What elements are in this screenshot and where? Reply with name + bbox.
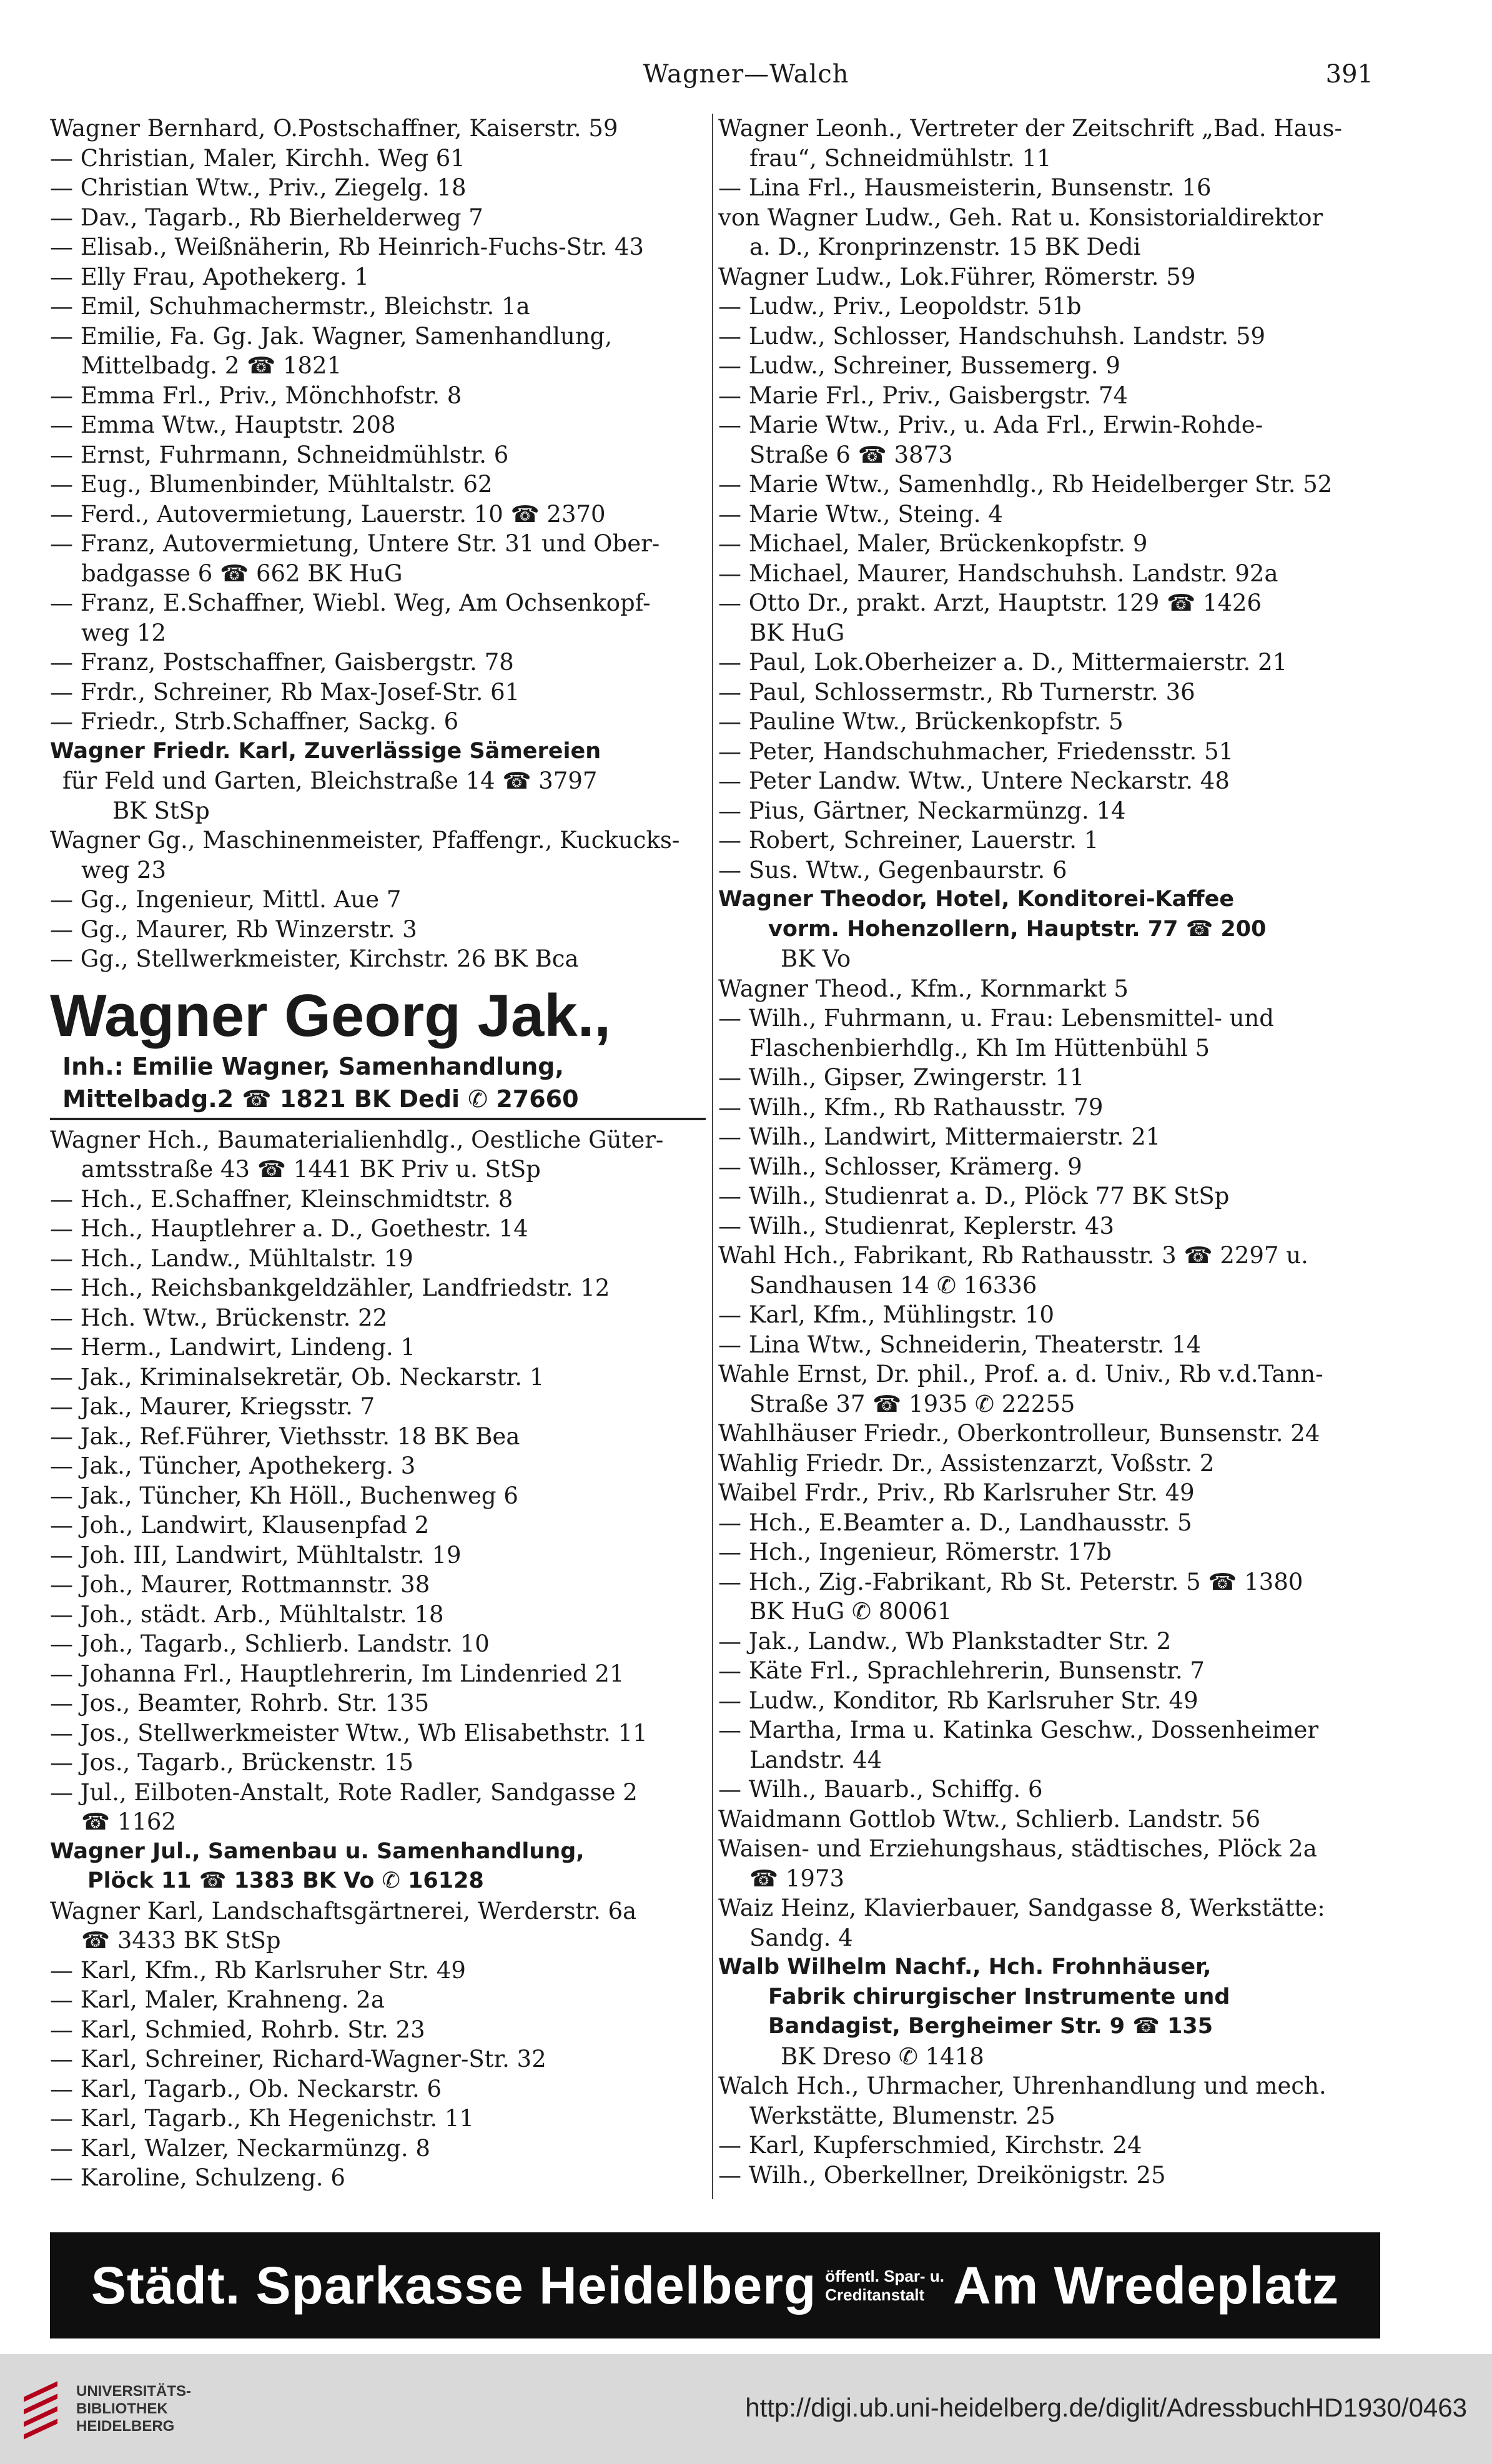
directory-entry: — Gg., Ingenieur, Mittl. Aue 7 <box>50 886 402 913</box>
directory-entry: — Franz, Postschaffner, Gaisbergstr. 78 <box>50 649 514 676</box>
directory-entry: Sandg. 4 <box>749 1924 853 1951</box>
directory-entry: — Ludw., Schlosser, Handschuhsh. Landstr. 59 <box>718 322 1266 350</box>
ad-walb-line2: Fabrik chirurgischer Instrumente und <box>768 1984 1230 2009</box>
directory-entry: — Emilie, Fa. Gg. Jak. Wagner, Samenhandlung, <box>50 322 613 350</box>
entry-list-right-3 <box>718 2071 1380 2190</box>
directory-entry: — Jul., Eilboten-Anstalt, Rote Radler, Sandgasse 2 <box>50 1778 638 1806</box>
directory-entry: Wagner Hch., Baumaterialienhdlg., Oestliche Güter- <box>50 1126 664 1153</box>
directory-entry: Wagner Karl, Landschaftsgärtnerei, Werderstr. 6a <box>50 1897 637 1924</box>
directory-entry: — Karl, Schmied, Rohrb. Str. 23 <box>50 2016 425 2043</box>
directory-entry: — Ernst, Fuhrmann, Schneidmühlstr. 6 <box>50 441 509 468</box>
directory-entry: — Otto Dr., prakt. Arzt, Hauptstr. 129 ☎ 1426 <box>718 589 1262 616</box>
directory-entry: — Christian Wtw., Priv., Ziegelg. 18 <box>50 174 467 201</box>
banner-middle-text <box>825 2267 944 2304</box>
directory-entry: — Hch., Ingenieur, Römerstr. 17b <box>718 1539 1112 1565</box>
directory-entry: — Friedr., Strb.Schaffner, Sackg. 6 <box>50 708 459 735</box>
directory-entry: — Joh., Landwirt, Klausenpfad 2 <box>50 1512 430 1539</box>
entry-list-left-4 <box>50 1896 706 2193</box>
directory-entry: Wahlhäuser Friedr., Oberkontrolleur, Bunsenstr. 24 <box>718 1420 1320 1447</box>
column-divider <box>712 114 713 2199</box>
banner-right-text: Am Wredeplatz <box>952 2255 1340 2315</box>
directory-entry: — Wilh., Bauarb., Schiffg. 6 <box>718 1776 1043 1803</box>
directory-entry: — Franz, Autovermietung, Untere Str. 31 und Ober- <box>50 530 660 557</box>
directory-entry: — Jak., Ref.Führer, Viethsstr. 18 BK Bea <box>50 1422 520 1450</box>
directory-entry: — Pauline Wtw., Brückenkopfstr. 5 <box>718 708 1124 735</box>
directory-entry: — Paul, Schlossermstr., Rb Turnerstr. 36 <box>718 678 1195 706</box>
directory-entry: Sandhausen 14 ✆ 16336 <box>749 1271 1037 1299</box>
ad-theodor-line3: BK Vo <box>781 945 851 972</box>
directory-entry: — Jak., Tüncher, Apothekerg. 3 <box>50 1452 416 1479</box>
directory-entry: Wagner Ludw., Lok.Führer, Römerstr. 59 <box>718 263 1196 290</box>
directory-entry: — Peter Landw. Wtw., Untere Neckarstr. 48 <box>718 767 1230 794</box>
directory-entry: — Jak., Landw., Wb Plankstadter Str. 2 <box>718 1627 1172 1655</box>
ad-jul-line2: Plöck 11 ☎ 1383 BK Vo ✆ 16128 <box>87 1868 484 1893</box>
directory-entry: badgasse 6 ☎ 662 BK HuG <box>81 559 403 587</box>
directory-entry: — Frdr., Schreiner, Rb Max-Josef-Str. 61 <box>50 678 520 706</box>
directory-entry: Waibel Frdr., Priv., Rb Karlsruher Str. 49 <box>718 1479 1195 1506</box>
directory-entry: — Marie Wtw., Priv., u. Ada Frl., Erwin-Rohde- <box>718 411 1263 438</box>
directory-entry: — Elly Frau, Apothekerg. 1 <box>50 263 369 290</box>
directory-entry: BK HuG ✆ 80061 <box>749 1598 952 1625</box>
left-column <box>50 114 706 2193</box>
entry-list-left-3 <box>50 1125 706 1837</box>
directory-entry: Straße 6 ☎ 3873 <box>749 441 953 468</box>
sparkasse-advertisement-banner <box>50 2232 1380 2338</box>
directory-entry: ☎ 3433 BK StSp <box>81 1927 281 1954</box>
directory-entry: — Ludw., Priv., Leopoldstr. 51b <box>718 293 1082 320</box>
directory-entry: Werkstätte, Blumenstr. 25 <box>749 2102 1055 2129</box>
directory-entry: — Gg., Stellwerkmeister, Kirchstr. 26 BK Bca <box>50 945 579 972</box>
library-name-line1: UNIVERSITÄTS- <box>76 2383 192 2400</box>
directory-entry: — Lina Frl., Hausmeisterin, Bunsenstr. 16 <box>718 174 1212 201</box>
directory-entry: frau“, Schneidmühlstr. 11 <box>749 144 1052 172</box>
ad-friedr-line2: für Feld und Garten, Bleichstraße 14 ☎ 3797 <box>62 767 598 794</box>
directory-entry: — Karl, Tagarb., Kh Hegenichstr. 11 <box>50 2105 475 2132</box>
directory-entry: — Michael, Maler, Brückenkopfstr. 9 <box>718 530 1148 557</box>
ad-georg-line2: Mittelbadg.2 ☎ 1821 BK Dedi ✆ 27660 <box>50 1083 706 1120</box>
directory-entry: — Hch., Zig.-Fabrikant, Rb St. Peterstr. 5 ☎ 1380 <box>718 1568 1303 1595</box>
directory-entry: — Karl, Kupferschmied, Kirchstr. 24 <box>718 2132 1142 2159</box>
directory-entry: weg 12 <box>81 619 167 646</box>
directory-entry: Wagner Bernhard, O.Postschaffner, Kaiserstr. 59 <box>50 115 618 142</box>
directory-entry: — Joh. III, Landwirt, Mühltalstr. 19 <box>50 1541 462 1569</box>
ad-theodor-line2: vorm. Hohenzollern, Hauptstr. 77 ☎ 200 <box>768 916 1267 942</box>
directory-entry: Landstr. 44 <box>749 1746 882 1773</box>
directory-entry: — Hch., Reichsbankgeldzähler, Landfriedstr. 12 <box>50 1274 610 1301</box>
banner-left-text: Städt. Sparkasse Heidelberg <box>91 2255 817 2315</box>
directory-entry: — Hch., E.Beamter a. D., Landhausstr. 5 <box>718 1509 1192 1536</box>
ad-walb-line1: Walb Wilhelm Nachf., Hch. Frohnhäuser, <box>718 1954 1212 1979</box>
directory-entry: — Marie Frl., Priv., Gaisbergstr. 74 <box>718 382 1129 409</box>
directory-entry: — Wilh., Kfm., Rb Rathausstr. 79 <box>718 1093 1104 1121</box>
source-url-link[interactable]: http://digi.ub.uni-heidelberg.de/diglit/AdressbuchHD1930/0463 <box>745 2393 1467 2422</box>
directory-entry: — Jos., Stellwerkmeister Wtw., Wb Elisabethstr. 11 <box>50 1719 648 1747</box>
banner-mid-line2: Creditanstalt <box>825 2285 925 2304</box>
directory-entry: — Jak., Kriminalsekretär, Ob. Neckarstr. 1 <box>50 1363 545 1391</box>
ad-walb-line4: BK Dreso ✆ 1418 <box>781 2043 984 2070</box>
directory-entry: — Hch., E.Schaffner, Kleinschmidtstr. 8 <box>50 1185 513 1213</box>
directory-entry: ☎ 1162 <box>81 1808 177 1835</box>
directory-entry: Waisen- und Erziehungshaus, städtisches, Plöck 2a <box>718 1835 1317 1862</box>
directory-entry: a. D., Kronprinzenstr. 15 BK Dedi <box>749 234 1141 260</box>
directory-entry: ☎ 1973 <box>749 1865 845 1892</box>
directory-entry: — Karl, Walzer, Neckarmünzg. 8 <box>50 2134 430 2162</box>
directory-entry: — Pius, Gärtner, Neckarmünzg. 14 <box>718 797 1126 824</box>
right-column <box>718 114 1380 2190</box>
directory-entry: — Wilh., Studienrat, Keplerstr. 43 <box>718 1212 1115 1239</box>
directory-entry: — Karoline, Schulzeng. 6 <box>50 2164 345 2191</box>
directory-entry: Wahle Ernst, Dr. phil., Prof. a. d. Univ., Rb v.d.Tann- <box>718 1361 1323 1387</box>
directory-entry: — Peter, Handschuhmacher, Friedensstr. 51 <box>718 737 1234 765</box>
directory-entry: — Johanna Frl., Hauptlehrerin, Im Lindenried 21 <box>50 1660 625 1687</box>
directory-entry: — Hch., Landw., Mühltalstr. 19 <box>50 1244 413 1272</box>
directory-entry: — Elisab., Weißnäherin, Rb Heinrich-Fuchs-Str. 43 <box>50 234 645 260</box>
directory-entry: — Wilh., Landwirt, Mittermaierstr. 21 <box>718 1123 1161 1150</box>
directory-entry: — Sus. Wtw., Gegenbaurstr. 6 <box>718 856 1067 884</box>
directory-entry: — Karl, Kfm., Mühlingstr. 10 <box>718 1301 1055 1328</box>
ad-friedr-line3: BK StSp <box>112 797 210 824</box>
ad-friedr-line1: Wagner Friedr. Karl, Zuverlässige Sämereien <box>50 738 601 764</box>
directory-entry: — Emma Frl., Priv., Mönchhofstr. 8 <box>50 382 462 409</box>
ad-walb-line3: Bandagist, Bergheimer Str. 9 ☎ 135 <box>768 2014 1213 2039</box>
directory-entry: Wagner Leonh., Vertreter der Zeitschrift „Bad. Haus- <box>718 115 1342 142</box>
directory-entry: Wagner Gg., Maschinenmeister, Pfaffengr., Kuckucks- <box>50 827 680 854</box>
directory-entry: — Ludw., Schreiner, Bussemerg. 9 <box>718 352 1120 379</box>
page-header-title: Wagner—Walch <box>643 60 849 89</box>
ad-theodor-line1: Wagner Theodor, Hotel, Konditorei-Kaffee <box>718 887 1235 912</box>
page-number: 391 <box>1325 60 1373 89</box>
directory-entry: Walch Hch., Uhrmacher, Uhrenhandlung und mech. <box>718 2072 1326 2099</box>
university-library-logo-icon <box>19 2378 62 2440</box>
directory-entry: — Jos., Beamter, Rohrb. Str. 135 <box>50 1690 430 1717</box>
entry-list-right-1 <box>718 114 1380 885</box>
directory-entry: — Wilh., Studienrat a. D., Plöck 77 BK StSp <box>718 1183 1230 1210</box>
directory-entry: — Eug., Blumenbinder, Mühltalstr. 62 <box>50 471 493 498</box>
ad-georg-line1: Inh.: Emilie Wagner, Samenhandlung, <box>62 1052 564 1080</box>
directory-entry: — Gg., Maurer, Rb Winzerstr. 3 <box>50 915 417 943</box>
directory-entry: — Robert, Schreiner, Lauerstr. 1 <box>718 827 1099 854</box>
directory-entry: Wahlig Friedr. Dr., Assistenzarzt, Voßstr. 2 <box>718 1449 1215 1477</box>
library-name-line3: HEIDELBERG <box>76 2418 175 2435</box>
directory-entry: BK HuG <box>749 619 845 646</box>
entry-list-right-2 <box>718 974 1380 1953</box>
directory-entry: — Wilh., Gipser, Zwingerstr. 11 <box>718 1064 1085 1091</box>
directory-entry: — Martha, Irma u. Katinka Geschw., Dossenheimer <box>718 1717 1319 1743</box>
directory-entry: — Herm., Landwirt, Lindeng. 1 <box>50 1334 416 1361</box>
directory-entry: — Franz, E.Schaffner, Wiebl. Weg, Am Ochsenkopf- <box>50 589 651 616</box>
entry-list-left-1 <box>50 114 706 737</box>
directory-entry: — Marie Wtw., Samenhdlg., Rb Heidelberger Str. 52 <box>718 471 1333 498</box>
directory-entry: — Karl, Kfm., Rb Karlsruher Str. 49 <box>50 1956 466 1984</box>
directory-entry: — Joh., Maurer, Rottmannstr. 38 <box>50 1571 430 1598</box>
library-name <box>76 2383 191 2435</box>
directory-entry: Waidmann Gottlob Wtw., Schlierb. Landstr. 56 <box>718 1805 1261 1833</box>
directory-entry: Straße 37 ☎ 1935 ✆ 22255 <box>749 1390 1075 1417</box>
directory-entry: Mittelbadg. 2 ☎ 1821 <box>81 352 342 379</box>
directory-entry: weg 23 <box>81 856 167 884</box>
directory-entry: — Hch. Wtw., Brückenstr. 22 <box>50 1304 388 1331</box>
directory-entry: — Marie Wtw., Steing. 4 <box>718 500 1003 528</box>
directory-entry: — Wilh., Schlosser, Krämerg. 9 <box>718 1153 1082 1180</box>
directory-entry: — Karl, Tagarb., Ob. Neckarstr. 6 <box>50 2075 442 2102</box>
directory-entry: — Ferd., Autovermietung, Lauerstr. 10 ☎ 2370 <box>50 500 606 528</box>
directory-entry: — Ludw., Konditor, Rb Karlsruher Str. 49 <box>718 1687 1198 1714</box>
directory-entry: — Hch., Hauptlehrer a. D., Goethestr. 14 <box>50 1215 528 1242</box>
directory-entry: — Käte Frl., Sprachlehrerin, Bunsenstr. 7 <box>718 1657 1205 1684</box>
directory-entry: Wagner Theod., Kfm., Kornmarkt 5 <box>718 975 1129 1002</box>
digitization-footer <box>0 2354 1492 2464</box>
directory-entry: — Wilh., Oberkellner, Dreikönigstr. 25 <box>718 2161 1166 2189</box>
directory-entry: — Karl, Schreiner, Richard-Wagner-Str. 32 <box>50 2046 546 2072</box>
ad-jul-line1: Wagner Jul., Samenbau u. Samenhandlung, <box>50 1838 585 1864</box>
directory-entry: — Emma Wtw., Hauptstr. 208 <box>50 411 396 438</box>
library-name-line2: BIBLIOTHEK <box>76 2400 168 2417</box>
directory-entry: — Michael, Maurer, Handschuhsh. Landstr. 92a <box>718 559 1278 587</box>
directory-entry: amtsstraße 43 ☎ 1441 BK Priv u. StSp <box>81 1156 541 1183</box>
directory-entry: — Jos., Tagarb., Brückenstr. 15 <box>50 1749 414 1776</box>
ad-georg-name: Wagner Georg Jak., <box>50 982 611 1049</box>
directory-entry: von Wagner Ludw., Geh. Rat u. Konsistorialdirektor <box>718 204 1323 231</box>
entry-list-left-2 <box>50 825 706 974</box>
directory-entry: Flaschenbierhdlg., Kh Im Hüttenbühl 5 <box>749 1034 1210 1062</box>
directory-entry: — Lina Wtw., Schneiderin, Theaterstr. 14 <box>718 1331 1202 1358</box>
directory-entry: — Wilh., Fuhrmann, u. Frau: Lebensmittel- und <box>718 1005 1274 1032</box>
directory-entry: — Joh., Tagarb., Schlierb. Landstr. 10 <box>50 1630 490 1657</box>
directory-entry: — Joh., städt. Arb., Mühltalstr. 18 <box>50 1600 444 1628</box>
banner-mid-line1: öffentl. Spar- u. <box>825 2267 944 2285</box>
directory-entry: — Karl, Maler, Krahneng. 2a <box>50 1986 385 2013</box>
directory-entry: — Jak., Maurer, Kriegsstr. 7 <box>50 1393 375 1420</box>
directory-entry: — Jak., Tüncher, Kh Höll., Buchenweg 6 <box>50 1482 518 1509</box>
directory-entry: — Dav., Tagarb., Rb Bierhelderweg 7 <box>50 204 483 231</box>
directory-entry: — Christian, Maler, Kirchh. Weg 61 <box>50 144 465 172</box>
directory-entry: Waiz Heinz, Klavierbauer, Sandgasse 8, Werkstätte: <box>718 1895 1325 1921</box>
directory-entry: — Emil, Schuhmachermstr., Bleichstr. 1a <box>50 293 530 320</box>
directory-entry: — Paul, Lok.Oberheizer a. D., Mittermaierstr. 21 <box>718 649 1288 676</box>
directory-entry: Wahl Hch., Fabrikant, Rb Rathausstr. 3 ☎ 2297 u. <box>718 1242 1308 1269</box>
